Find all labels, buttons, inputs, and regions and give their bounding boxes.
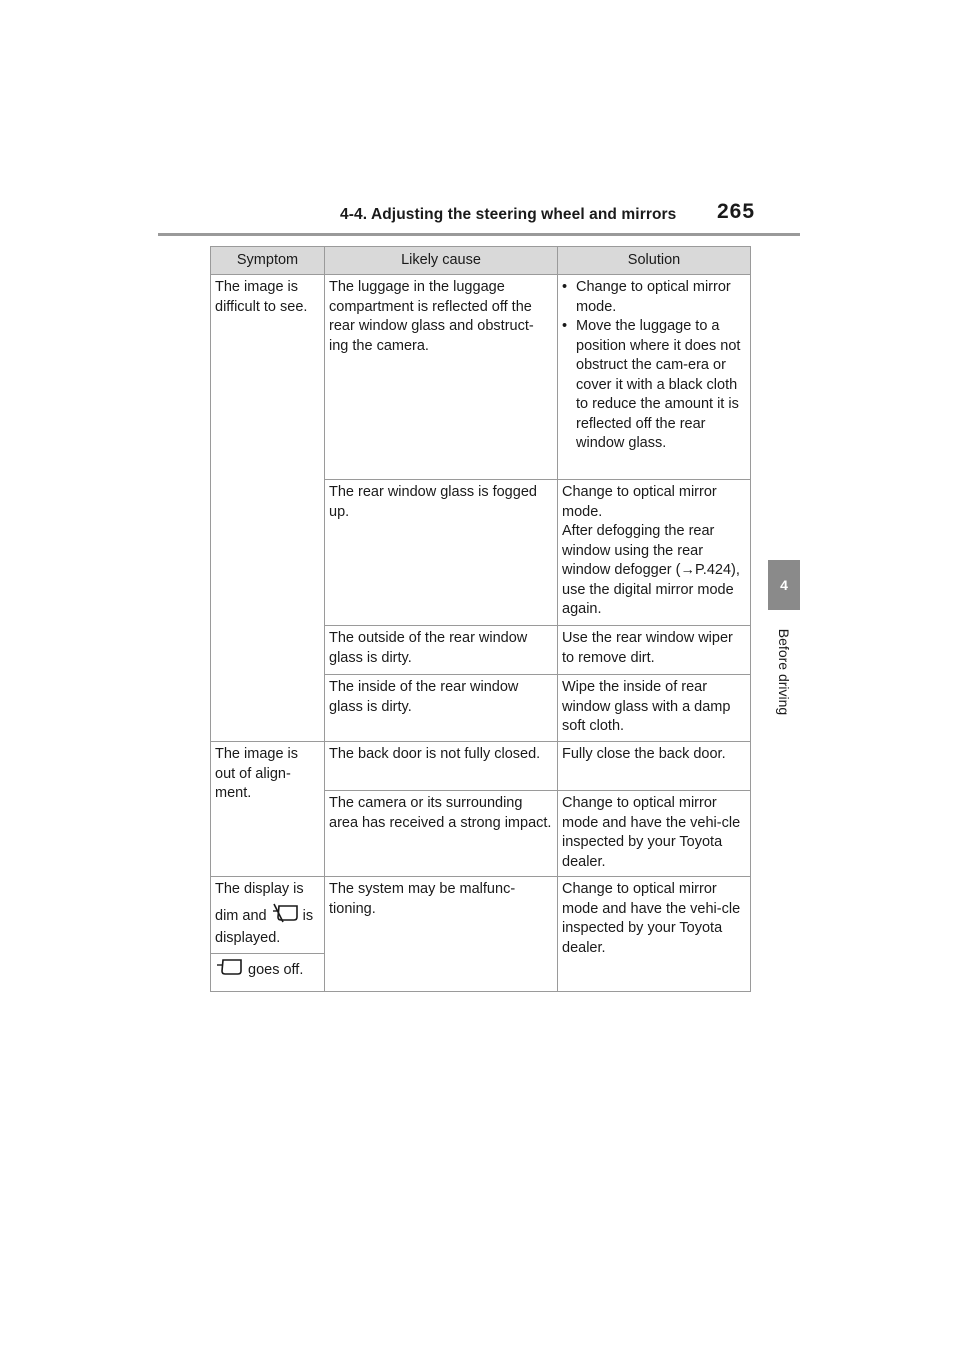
chapter-tab <box>768 560 800 610</box>
cause-text: The rear window glass is fogged up. <box>329 484 537 520</box>
solution-list <box>562 278 746 454</box>
table-row <box>211 275 751 480</box>
symptom-cell <box>211 877 325 954</box>
digital-mirror-warning-icon <box>270 903 300 930</box>
cause-cell <box>325 275 558 480</box>
solution-cell <box>558 275 751 480</box>
section-title: 4-4. Adjusting the steering wheel and mirrors <box>340 206 677 223</box>
solution-text: Use the rear window wiper to remove dirt. <box>562 630 733 666</box>
cause-text: The system may be malfunc-tioning. <box>329 881 516 917</box>
cause-cell <box>325 675 558 742</box>
solution-text: Change to optical mirror mode and have the vehi-cle inspected by your Toyota dealer. <box>562 795 741 870</box>
solution-cell <box>558 626 751 675</box>
column-header-likely-cause: Likely cause <box>325 247 558 275</box>
cause-text: The outside of the rear window glass is dirty. <box>329 630 528 666</box>
solution-cell <box>558 480 751 626</box>
cause-text: The inside of the rear window glass is dirty. <box>329 679 519 715</box>
cause-cell <box>325 877 558 992</box>
column-header-symptom: Symptom <box>211 247 325 275</box>
symptom-text: goes off. <box>248 961 304 978</box>
cause-cell <box>325 626 558 675</box>
cause-text: The luggage in the luggage compartment is reflected off the rear window glass and obstruct-ing the camera. <box>329 279 534 354</box>
symptom-cell <box>211 742 325 877</box>
symptom-text: The image is out of align-ment. <box>215 746 299 801</box>
solution-text: Change to optical mirror mode. <box>562 484 717 520</box>
symptom-cell <box>211 953 325 991</box>
solution-cell <box>558 742 751 791</box>
page-number: 265 <box>717 200 756 223</box>
solution-text: After defogging the rear window using the rear window defogger (→P.424), use the digital mirror mode again. <box>562 523 740 617</box>
arrow-icon: → <box>680 562 695 578</box>
cause-cell <box>325 742 558 791</box>
chapter-number: 4 <box>780 577 788 593</box>
digital-mirror-icon <box>215 957 245 984</box>
solution-cell <box>558 675 751 742</box>
solution-text: Fully close the back door. <box>562 746 726 762</box>
table-header-row <box>211 247 751 275</box>
table-row <box>211 742 751 791</box>
cause-text: The back door is not fully closed. <box>329 746 541 762</box>
list-item: • Change to optical mirror mode. <box>562 278 746 317</box>
solution-text: Change to optical mirror mode and have the vehi-cle inspected by your Toyota dealer. <box>562 881 741 956</box>
symptom-text: The display is <box>215 881 304 897</box>
cause-cell <box>325 480 558 626</box>
solution-cell <box>558 791 751 877</box>
cause-cell <box>325 791 558 877</box>
cause-text: The camera or its surrounding area has received a strong impact. <box>329 795 552 831</box>
solution-text: Wipe the inside of rear window glass with a damp soft cloth. <box>562 679 731 734</box>
symptom-text: displayed. <box>215 930 281 946</box>
header-rule <box>158 233 800 236</box>
symptom-cell <box>211 275 325 742</box>
solution-cell <box>558 877 751 992</box>
symptom-text: dim and is <box>215 903 320 930</box>
troubleshooting-table <box>210 246 751 992</box>
list-item: • Move the luggage to a position where it does not obstruct the cam-era or cover it with a black cloth to reduce the amount it is reflected off the rear window glass. <box>562 317 746 454</box>
symptom-text: The image is difficult to see. <box>215 279 308 315</box>
chapter-label: Before driving <box>776 628 792 716</box>
column-header-solution: Solution <box>558 247 751 275</box>
table-row <box>211 877 751 954</box>
